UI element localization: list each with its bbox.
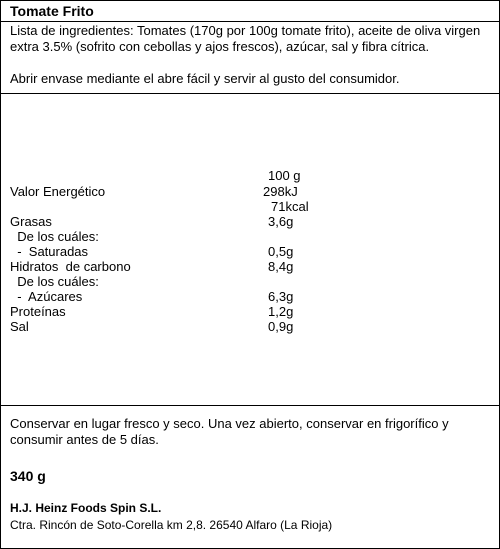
nutrient-label: - Azúcares [10,289,83,304]
nutrient-value: 0,5g [268,244,294,259]
net-weight: 340 g [10,468,46,484]
nutrient-label: De los cuáles: [10,274,99,289]
nutrition-per-header: 100 g [268,168,301,183]
energy-kcal: 71kcal [271,199,309,214]
nutrient-value: 0,9g [268,319,294,334]
nutrient-value: 6,3g [268,289,294,304]
opening-instructions: Abrir envase mediante el abre fácil y servir al gusto del consumidor. [10,71,400,86]
section-divider-1 [0,93,500,94]
energy-label: Valor Energético [10,184,106,199]
company-address: Ctra. Rincón de Soto-Corella km 2,8. 26540 Alfaro (La Rioja) [10,518,333,532]
storage-line-1: Conservar en lugar fresco y seco. Una vez abierto, conservar en frigorífico y [10,416,449,431]
ingredients-line-2: extra 3.5% (sofrito con cebollas y ajos frescos), azúcar, sal y fibra cítrica. [10,39,430,54]
nutrient-label: Proteínas [10,304,66,319]
nutrient-label: Hidratos de carbono [10,259,131,274]
product-title: Tomate Frito [10,3,94,19]
nutrient-value: 1,2g [268,304,294,319]
nutrient-label: De los cuáles: [10,229,99,244]
nutrient-label: - Saturadas [10,244,89,259]
storage-line-2: consumir antes de 5 días. [10,432,159,447]
ingredients-line-1: Lista de ingredientes: Tomates (170g por 100g tomate frito), aceite de oliva virgen [10,23,481,38]
nutrient-value: 8,4g [268,259,294,274]
energy-kj: 298kJ [263,184,298,199]
title-divider [0,21,500,22]
company-name: H.J. Heinz Foods Spin S.L. [10,501,162,515]
nutrient-label: Grasas [10,214,52,229]
section-divider-2 [0,405,500,406]
nutrient-value: 3,6g [268,214,294,229]
nutrient-label: Sal [10,319,29,334]
